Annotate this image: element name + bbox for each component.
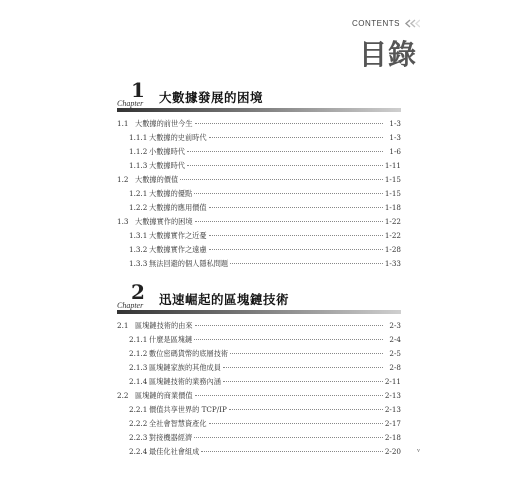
section-title: 大數據實作的困境 xyxy=(135,217,193,226)
dot-leader xyxy=(209,423,383,424)
chapter-number: 1 xyxy=(131,78,145,102)
dot-leader xyxy=(223,367,383,368)
chapter-number: 2 xyxy=(131,280,145,304)
toc-entry[interactable] xyxy=(117,175,401,189)
section-title: 大數據的價值 xyxy=(135,175,179,184)
dot-leader xyxy=(194,339,383,340)
section-title: 大數據的優點 xyxy=(149,189,193,198)
dot-leader xyxy=(209,249,383,250)
section-number: 2.2.2 xyxy=(129,419,148,428)
section-number: 1.1.2 xyxy=(129,147,148,156)
section-title: 數位密碼貨幣的底層技術 xyxy=(149,349,229,358)
chapter-label: Chapter xyxy=(117,99,144,108)
contents-header xyxy=(352,19,420,28)
section-title: 大數據時代 xyxy=(149,161,185,170)
page-ref: 1-22 xyxy=(384,217,401,226)
toc-entry[interactable] xyxy=(117,189,401,203)
toc-list xyxy=(117,119,401,273)
section-title: 大數據的應用價值 xyxy=(149,203,207,212)
toc-entry[interactable] xyxy=(117,419,401,433)
section-title: 區塊鏈的商業價值 xyxy=(135,391,193,400)
dot-leader xyxy=(209,235,383,236)
dot-leader xyxy=(187,165,383,166)
chapter-rule xyxy=(117,108,401,112)
page-ref: 1-33 xyxy=(384,259,401,268)
section-number: 2.1.2 xyxy=(129,349,148,358)
page-ref: 1-3 xyxy=(389,119,401,128)
section-number: 2.1.1 xyxy=(129,335,148,344)
page-ref: 2-4 xyxy=(389,335,401,344)
page-ref: 1-28 xyxy=(384,245,401,254)
chapter-heading xyxy=(117,282,401,318)
page-ref: 2-11 xyxy=(384,377,401,386)
toc-entry[interactable] xyxy=(117,217,401,231)
toc-entry[interactable] xyxy=(117,363,401,377)
section-title: 大數據實作之遠慮 xyxy=(149,245,207,254)
section-title: 無法回避的個人隱私問題 xyxy=(149,259,229,268)
page-title: 目錄 xyxy=(358,38,417,71)
page-ref: 1-15 xyxy=(384,175,401,184)
toc-entry[interactable] xyxy=(117,259,401,273)
section-title: 全社會智慧資產化 xyxy=(149,419,207,428)
toc-entry[interactable] xyxy=(117,147,401,161)
section-number: 1.2 xyxy=(117,175,129,184)
dot-leader xyxy=(230,353,383,354)
section-title: 區塊鏈技術的業務內涵 xyxy=(149,377,221,386)
toc-entry[interactable] xyxy=(117,245,401,259)
page-ref: 2-13 xyxy=(384,405,401,414)
page-ref: 1-6 xyxy=(389,147,401,156)
section-number: 2.2 xyxy=(117,391,129,400)
section-title: 區塊鏈家族的其他成員 xyxy=(149,363,221,372)
section-number: 1.3.2 xyxy=(129,245,148,254)
dot-leader xyxy=(229,409,383,410)
section-number: 2.1.3 xyxy=(129,363,148,372)
page-ref: 1-11 xyxy=(384,161,401,170)
page-ref: 2-3 xyxy=(389,321,401,330)
dot-leader xyxy=(194,437,383,438)
section-number: 2.2.4 xyxy=(129,447,148,456)
toc-list xyxy=(117,321,401,461)
page-ref: 1-18 xyxy=(384,203,401,212)
section-title: 什麼是區塊鏈 xyxy=(149,335,193,344)
toc-entry[interactable] xyxy=(117,203,401,217)
dot-leader xyxy=(194,193,383,194)
section-number: 1.1 xyxy=(117,119,129,128)
dot-leader xyxy=(223,381,383,382)
section-number: 1.2.2 xyxy=(129,203,148,212)
section-number: 1.1.1 xyxy=(129,133,148,142)
chapter-2 xyxy=(117,282,401,461)
section-number: 1.3.3 xyxy=(129,259,148,268)
section-title: 小數據時代 xyxy=(149,147,185,156)
toc-entry[interactable] xyxy=(117,405,401,419)
chapter-heading xyxy=(117,80,401,116)
page-ref: 2-5 xyxy=(389,349,401,358)
page-ref: 1-15 xyxy=(384,189,401,198)
page-ref: 1-22 xyxy=(384,231,401,240)
section-number: 2.1.4 xyxy=(129,377,148,386)
dot-leader xyxy=(230,263,383,264)
toc-entry[interactable] xyxy=(117,391,401,405)
section-title: 價值共享世界的 TCP/IP xyxy=(149,405,227,414)
section-number: 1.1.3 xyxy=(129,161,148,170)
dot-leader xyxy=(209,207,383,208)
chapter-title: 迅速崛起的區塊鏈技術 xyxy=(159,292,290,307)
section-number: 1.3 xyxy=(117,217,129,226)
double-chevron-left-icon xyxy=(404,19,420,28)
page-ref: 2-8 xyxy=(389,363,401,372)
page-ref: 2-17 xyxy=(384,419,401,428)
dot-leader xyxy=(187,151,383,152)
section-number: 2.1 xyxy=(117,321,129,330)
contents-label: CONTENTS xyxy=(352,19,400,28)
toc-entry[interactable] xyxy=(117,433,401,447)
page-number: v xyxy=(417,448,420,454)
section-number: 2.2.1 xyxy=(129,405,148,414)
section-title: 最佳化社會組成 xyxy=(149,447,200,456)
dot-leader xyxy=(180,179,383,180)
page-ref: 2-18 xyxy=(384,433,401,442)
chapter-rule xyxy=(117,310,401,314)
page-ref: 2-13 xyxy=(384,391,401,400)
section-number: 2.2.3 xyxy=(129,433,148,442)
toc-entry[interactable] xyxy=(117,119,401,133)
chapter-title: 大數據發展的困境 xyxy=(159,90,264,105)
dot-leader xyxy=(195,395,383,396)
dot-leader xyxy=(195,325,383,326)
section-title: 大數據實作之近憂 xyxy=(149,231,207,240)
toc-entry[interactable] xyxy=(117,377,401,391)
chapter-1 xyxy=(117,80,401,273)
section-title: 區塊鏈技術的由來 xyxy=(135,321,193,330)
section-title: 大數據的史前時代 xyxy=(149,133,207,142)
section-title: 對接機器經濟 xyxy=(149,433,193,442)
toc-entry[interactable] xyxy=(117,161,401,175)
section-number: 1.2.1 xyxy=(129,189,148,198)
dot-leader xyxy=(201,451,383,452)
page-ref: 2-20 xyxy=(384,447,401,456)
dot-leader xyxy=(195,221,383,222)
toc-entry[interactable] xyxy=(117,133,401,147)
section-number: 1.3.1 xyxy=(129,231,148,240)
chapter-label: Chapter xyxy=(117,301,144,310)
dot-leader xyxy=(195,123,383,124)
toc-entry[interactable] xyxy=(117,231,401,245)
page-ref: 1-3 xyxy=(389,133,401,142)
toc-entry[interactable] xyxy=(117,349,401,363)
toc-entry[interactable] xyxy=(117,335,401,349)
section-title: 大數據的前世今生 xyxy=(135,119,193,128)
toc-entry[interactable] xyxy=(117,321,401,335)
toc-entry[interactable] xyxy=(117,447,401,461)
dot-leader xyxy=(209,137,383,138)
